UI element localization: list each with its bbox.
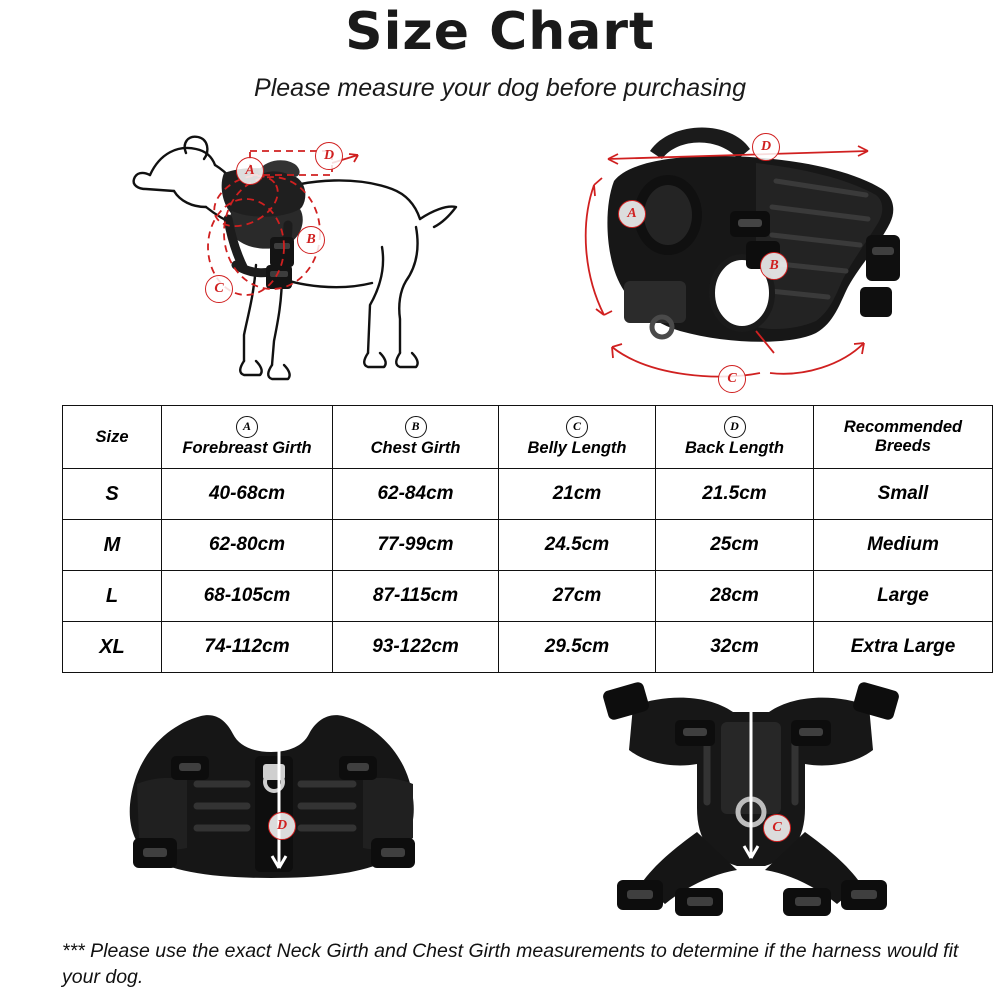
col-badge-a: A — [236, 416, 258, 438]
product-photos — [0, 672, 1000, 932]
cell-belly: 24.5cm — [499, 520, 656, 571]
harness-front-photo — [555, 672, 955, 932]
col-header-chest — [333, 406, 499, 469]
col-header-back — [656, 406, 814, 469]
col-label-breeds: Recommended Breeds — [843, 418, 963, 455]
harness-front-art — [555, 672, 955, 932]
table-header-row — [63, 406, 993, 469]
cell-breeds: Medium — [814, 520, 993, 571]
cell-breeds: Small — [814, 469, 993, 520]
cell-breeds: Extra Large — [814, 622, 993, 673]
cell-back: 21.5cm — [656, 469, 814, 520]
footnote-text: *** Please use the exact Neck Girth and Chest Girth measurements to determine if the harness would fit your dog. — [62, 940, 959, 989]
diagram-badge-a: A — [236, 157, 264, 185]
cell-back: 28cm — [656, 571, 814, 622]
page-title: Size Chart — [345, 2, 655, 62]
size-table-body — [63, 469, 993, 673]
product-badge-c: C — [763, 814, 791, 842]
photo-badge-a: A — [618, 200, 646, 228]
cell-back: 32cm — [656, 622, 814, 673]
table-row — [63, 622, 993, 673]
col-label-forebreast: Forebreast Girth — [182, 439, 312, 458]
diagram-badge-b: B — [297, 226, 325, 254]
cell-belly: 29.5cm — [499, 622, 656, 673]
col-label-chest: Chest Girth — [370, 439, 461, 458]
cell-size: M — [63, 520, 162, 571]
cell-breeds: Large — [814, 571, 993, 622]
diagram-badge-d: D — [315, 142, 343, 170]
product-badge-d: D — [268, 812, 296, 840]
table-row — [63, 571, 993, 622]
col-badge-c: C — [566, 416, 588, 438]
col-badge-b: B — [405, 416, 427, 438]
table-row — [63, 469, 993, 520]
size-table-container — [62, 405, 963, 673]
col-label-back: Back Length — [684, 439, 785, 458]
table-row — [63, 520, 993, 571]
harness-overlay — [222, 160, 306, 289]
cell-chest: 93-122cm — [333, 622, 499, 673]
cell-chest: 77-99cm — [333, 520, 499, 571]
photo-badge-d: D — [752, 133, 780, 161]
cell-size: S — [63, 469, 162, 520]
col-header-breeds — [814, 406, 993, 469]
cell-belly: 21cm — [499, 469, 656, 520]
cell-back: 25cm — [656, 520, 814, 571]
dog-diagram — [120, 115, 520, 400]
cell-size: XL — [63, 622, 162, 673]
cell-chest: 62-84cm — [333, 469, 499, 520]
cell-belly: 27cm — [499, 571, 656, 622]
diagram-badge-c: C — [205, 275, 233, 303]
photo-badge-b: B — [760, 252, 788, 280]
cell-size: L — [63, 571, 162, 622]
harness-flat-art — [75, 672, 495, 922]
size-table — [62, 405, 993, 673]
cell-chest: 87-115cm — [333, 571, 499, 622]
page-subtitle: Please measure your dog before purchasing — [254, 74, 746, 102]
cell-forebreast: 68-105cm — [162, 571, 333, 622]
cell-forebreast: 62-80cm — [162, 520, 333, 571]
measurement-diagrams — [0, 115, 1000, 400]
size-table-head — [63, 406, 993, 469]
cell-forebreast: 40-68cm — [162, 469, 333, 520]
cell-forebreast: 74-112cm — [162, 622, 333, 673]
harness-flat-photo — [75, 672, 495, 922]
col-badge-d: D — [724, 416, 746, 438]
col-label-size: Size — [95, 427, 129, 446]
col-header-size — [63, 406, 162, 469]
col-label-belly: Belly Length — [527, 439, 627, 458]
col-header-forebreast — [162, 406, 333, 469]
harness-product-diagram — [560, 115, 960, 400]
photo-badge-c: C — [718, 365, 746, 393]
col-header-belly — [499, 406, 656, 469]
